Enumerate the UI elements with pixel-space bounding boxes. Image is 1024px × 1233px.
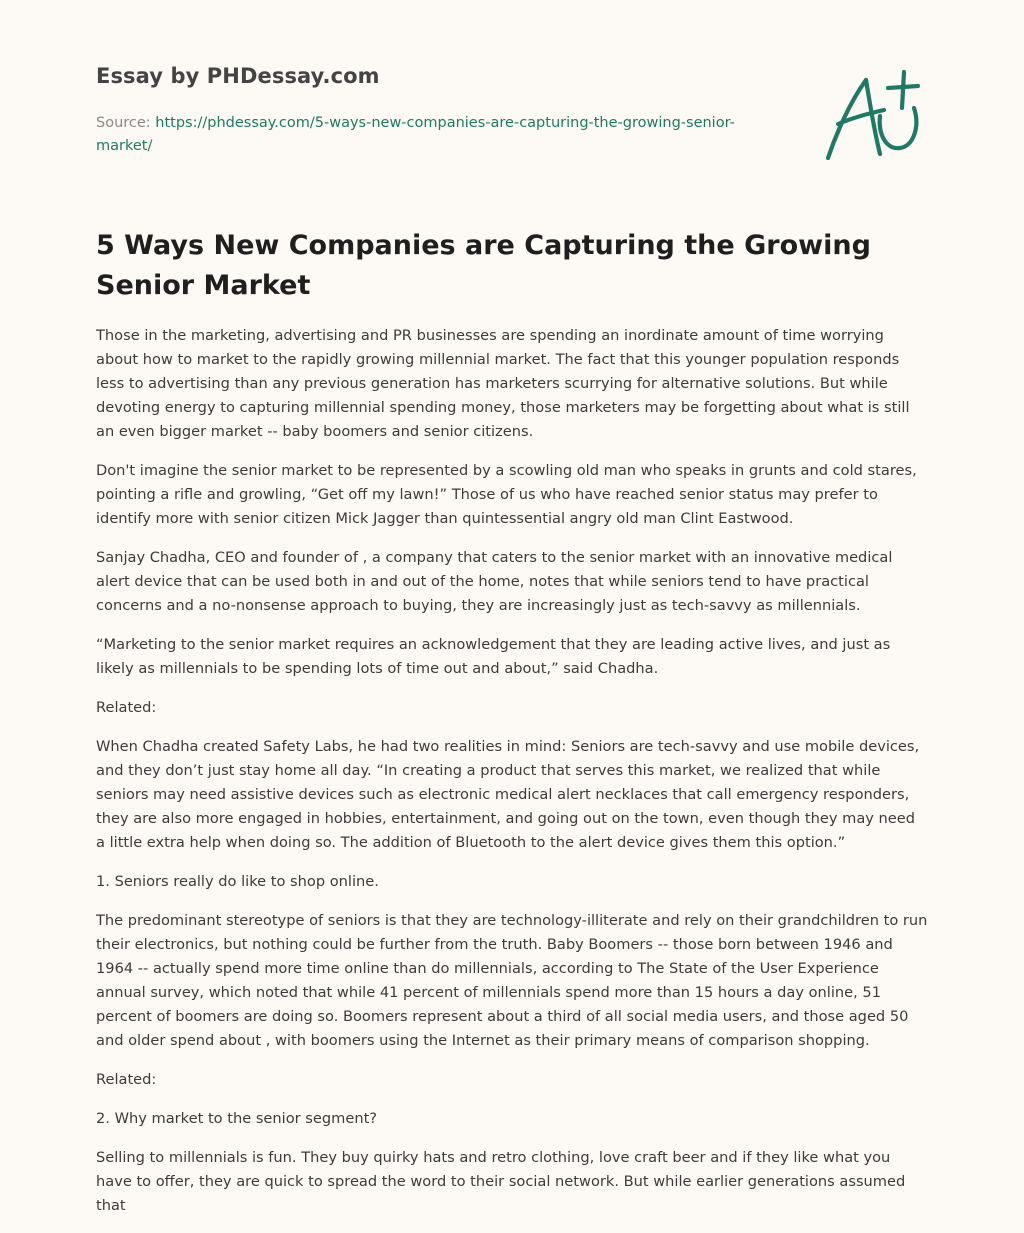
paragraph: “Marketing to the senior market requires an acknowledgement that they are leading active lives, and just as likely as millennials to be spending lots of time out and about,” said Chadha. xyxy=(96,636,891,677)
article-body xyxy=(96,324,928,1233)
header xyxy=(96,0,928,190)
related-label: Related: xyxy=(96,699,157,716)
article-title: 5 Ways New Companies are Capturing the Growing Senior Market xyxy=(96,230,871,301)
brand-title: Essay by PHDessay.com xyxy=(96,64,380,88)
source-label: Source: xyxy=(96,115,151,131)
paragraph: Sanjay Chadha, CEO and founder of , a company that caters to the senior market with an innovative medical alert device that can be used both in and out of the home, notes that while seniors tend to have practical concerns and a no-nonsense approach to buying, they are increasingly just as tech-savvy as millennials. xyxy=(96,549,893,614)
paragraph: The predominant stereotype of seniors is that they are technology-illiterate and rely on their grandchildren to run their electronics, but nothing could be further from the truth. Baby Boomers -- those born between 1946 and 1964 -- actually spend more time online than do millennials, according to The State of the User Experience annual survey, which noted that while 41 percent of millennials spend more than 15 hours a day online, 51 percent of boomers are doing so. Boomers represent about a third of all social media users, and those aged 50 and older spend about , with boomers using the Internet as their primary means of comparison shopping. xyxy=(96,912,928,1049)
document-page xyxy=(96,0,928,1214)
related-label: Related: xyxy=(96,1071,157,1088)
a-plus-logo-icon xyxy=(822,68,926,164)
paragraph: Don't imagine the senior market to be represented by a scowling old man who speaks in grunts and cold stares, pointing a rifle and growling, “Get off my lawn!” Those of us who have reached senior status may prefer to identify more with senior citizen Mick Jagger than quintessential angry old man Clint Eastwood. xyxy=(96,462,917,527)
source-line xyxy=(96,112,736,158)
paragraph: Selling to millennials is fun. They buy quirky hats and retro clothing, love craft beer and if they like what you have to offer, they are quick to spread the word to their social network. But while earlier generations assumed that xyxy=(96,1149,906,1214)
source-link[interactable]: https://phdessay.com/5-ways-new-companies-are-capturing-the-growing-senior-market/ xyxy=(96,115,735,154)
paragraph: Those in the marketing, advertising and PR businesses are spending an inordinate amount of time worrying about how to market to the rapidly growing millennial market. The fact that this younger population responds less to advertising than any previous generation has marketers scurrying for alternative solutions. But while devoting energy to capturing millennial spending money, those marketers may be forgetting about what is still an even bigger market -- baby boomers and senior citizens. xyxy=(96,327,910,440)
section-heading: 1. Seniors really do like to shop online. xyxy=(96,873,379,890)
section-heading: 2. Why market to the senior segment? xyxy=(96,1110,378,1127)
paragraph: When Chadha created Safety Labs, he had two realities in mind: Seniors are tech-savvy and use mobile devices, and they don’t just stay home all day. “In creating a product that serves this market, we realized that while seniors may need assistive devices such as electronic medical alert necklaces that call emergency responders, they are also more engaged in hobbies, entertainment, and going out on the town, even though they may need a little extra help when doing so. The addition of Bluetooth to the alert device gives them this option.” xyxy=(96,738,920,851)
